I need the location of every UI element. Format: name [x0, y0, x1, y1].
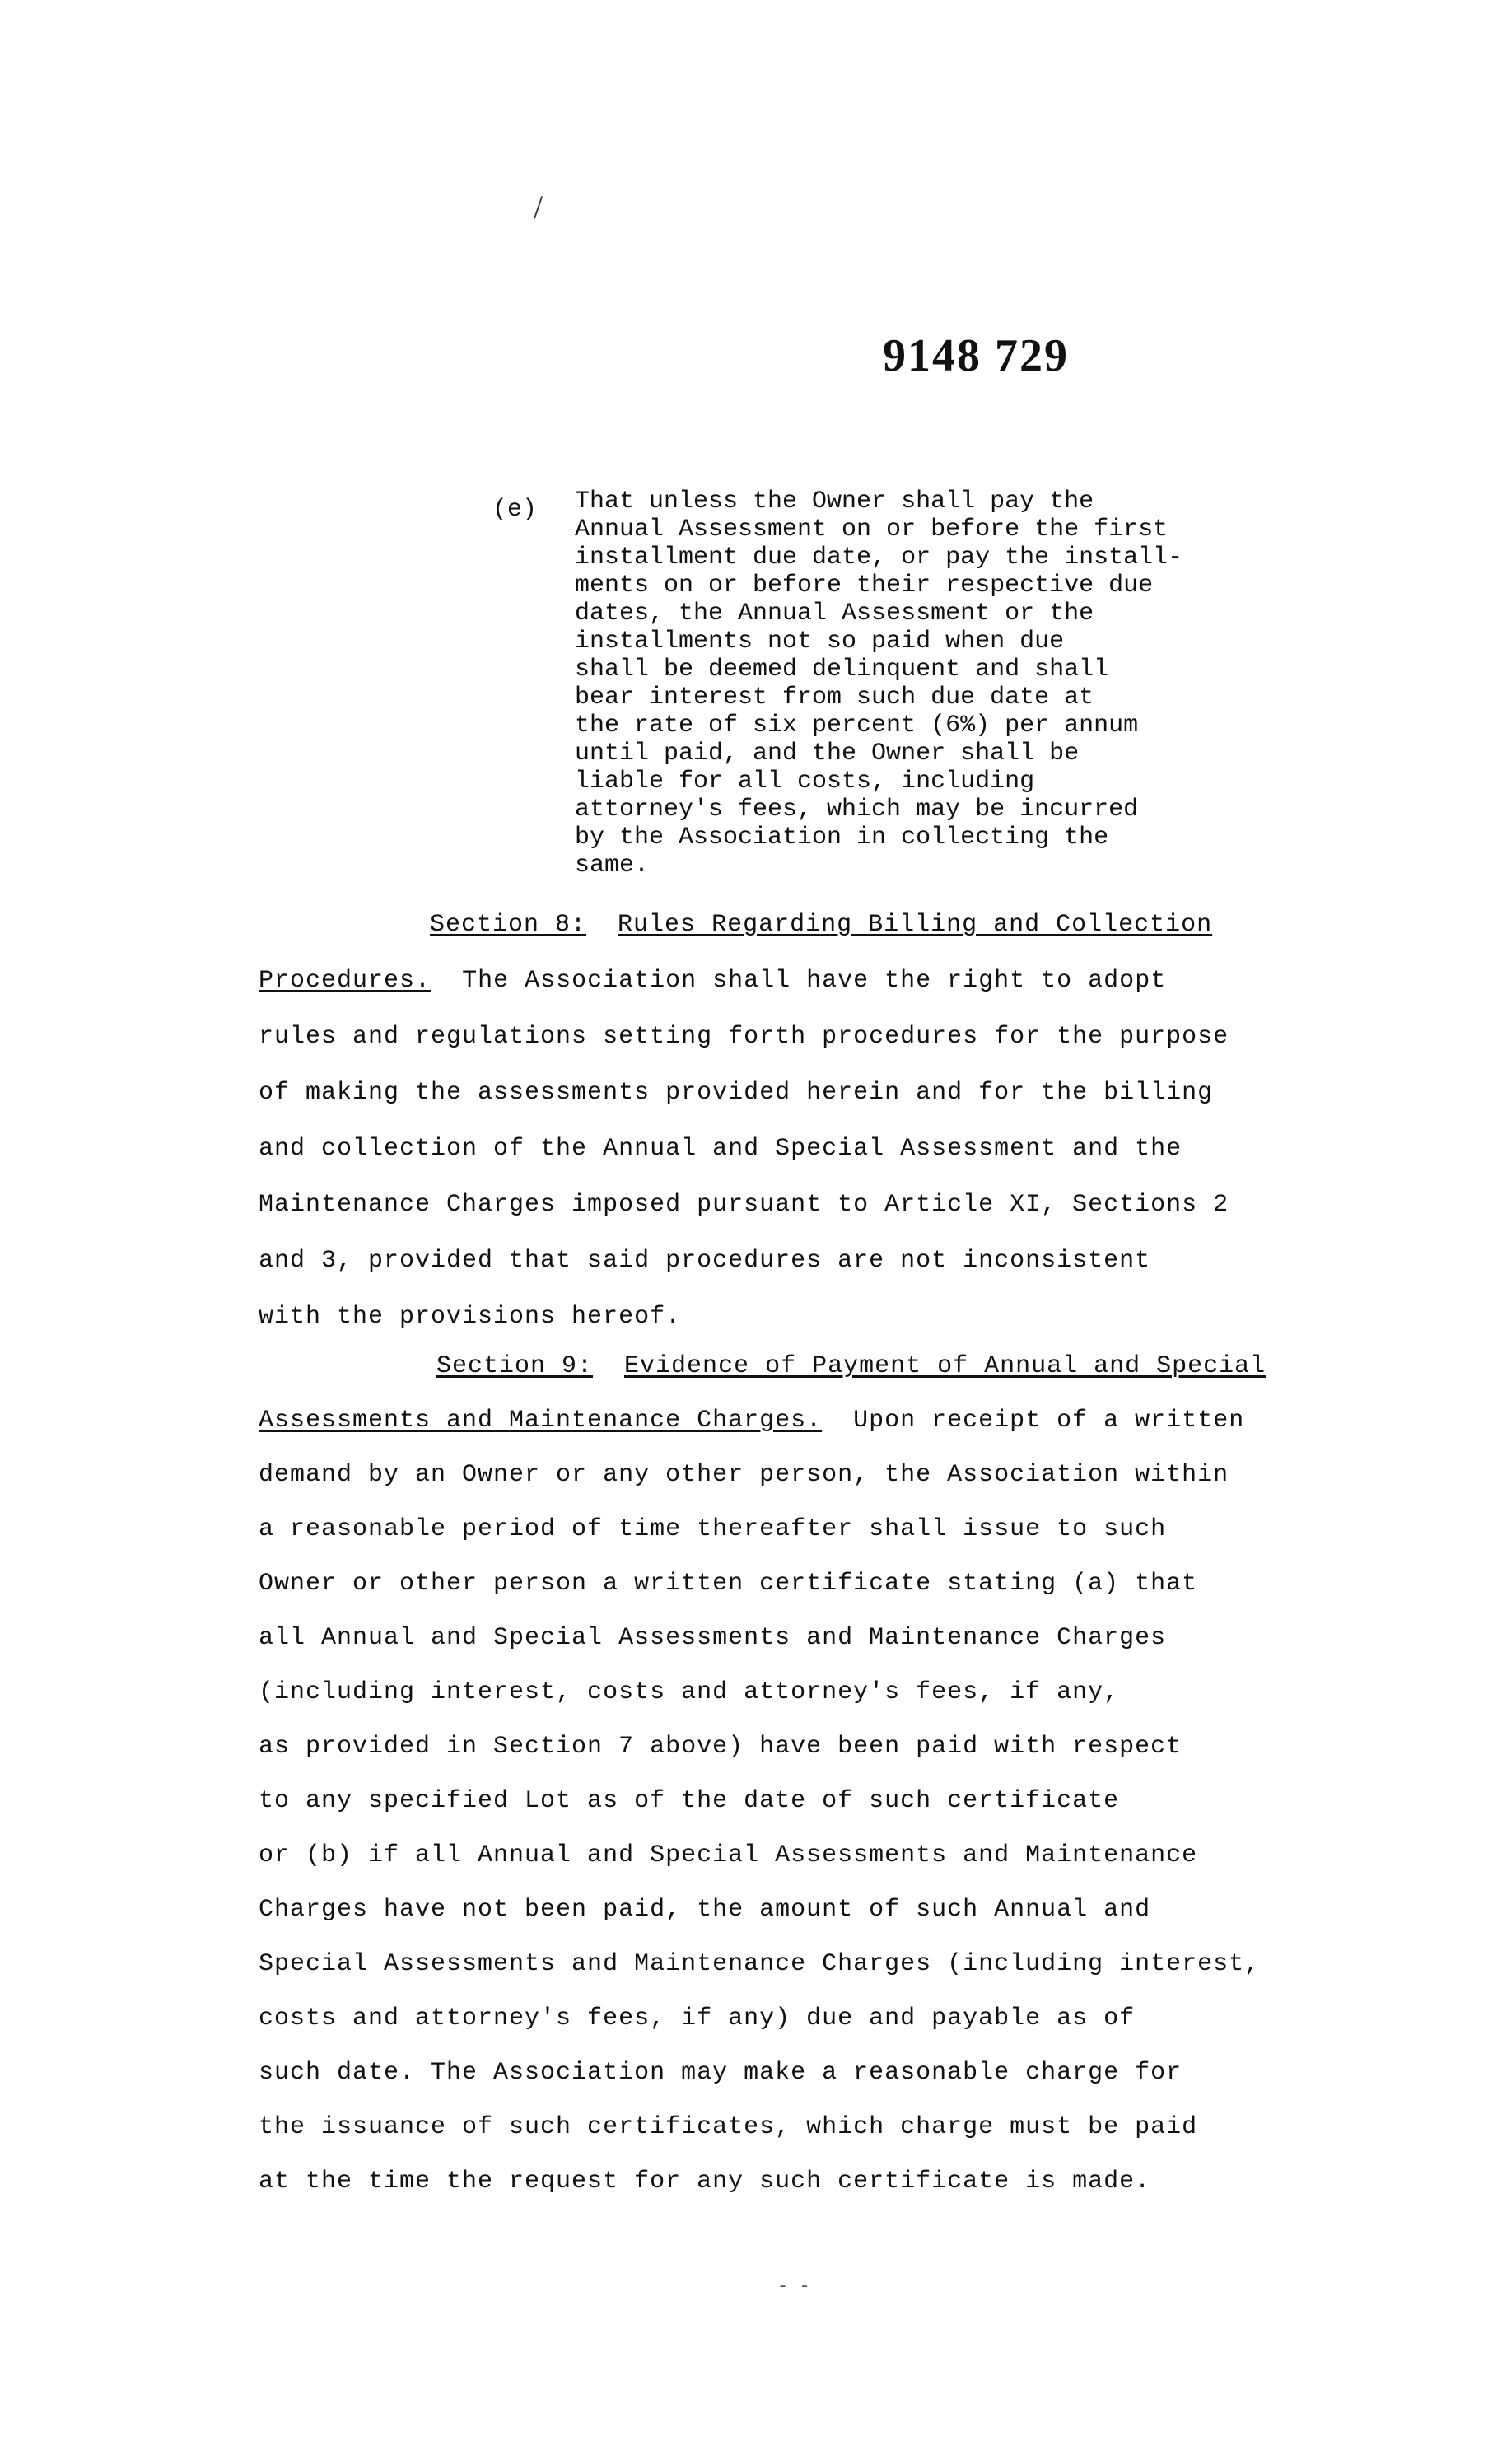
clause-e-line: installment due date, or pay the install-: [575, 544, 1183, 572]
section-8-line: and collection of the Annual and Special Assessment and the: [259, 1135, 1182, 1163]
section-9-line: or (b) if all Annual and Special Assessments and Maintenance: [259, 1841, 1198, 1869]
section-8-line: with the provisions hereof.: [259, 1303, 682, 1331]
clause-e-label: (e): [492, 496, 538, 524]
clause-e-line: dates, the Annual Assessment or the: [575, 600, 1094, 628]
clause-e-line: That unless the Owner shall pay the: [575, 488, 1094, 516]
section-8-line: and 3, provided that said procedures are not inconsistent: [259, 1247, 1151, 1275]
section-9-line: Special Assessments and Maintenance Charges (including interest,: [259, 1950, 1261, 1978]
document-number: 9148 729: [883, 330, 1069, 381]
section-9-line: Owner or other person a written certificate stating (a) that: [259, 1570, 1198, 1598]
section-8-line: The Association shall have the right to adopt: [462, 967, 1167, 995]
section-9-number: Section 9:: [436, 1352, 594, 1380]
section-8-line: rules and regulations setting forth procedures for the purpose: [259, 1023, 1229, 1051]
clause-e-line: installments not so paid when due: [575, 628, 1065, 656]
section-8-line: of making the assessments provided herein and for the billing: [259, 1079, 1214, 1107]
clause-e-line: ments on or before their respective due: [575, 572, 1154, 600]
section-9-title: Evidence of Payment of Annual and Special: [624, 1352, 1266, 1380]
section-9-line: (including interest, costs and attorney's fees, if any,: [259, 1678, 1120, 1706]
section-9-line: as provided in Section 7 above) have been paid with respect: [259, 1733, 1182, 1761]
clause-e-line: until paid, and the Owner shall be: [575, 740, 1080, 768]
section-8-line: Maintenance Charges imposed pursuant to Article XI, Sections 2: [259, 1191, 1229, 1219]
clause-e-line: same.: [575, 852, 650, 880]
section-8: [259, 911, 1362, 1356]
clause-e-line: attorney's fees, which may be incurred: [575, 796, 1139, 824]
section-8-title: Rules Regarding Billing and Collection: [618, 911, 1213, 939]
margin-mark: /: [534, 189, 543, 226]
section-9-line: Charges have not been paid, the amount of such Annual and: [259, 1896, 1151, 1924]
clause-e-line: liable for all costs, including: [575, 768, 1035, 796]
clause-e-line: bear interest from such due date at: [575, 684, 1094, 712]
section-9-line: such date. The Association may make a reasonable charge for: [259, 2059, 1182, 2087]
section-8-number: Section 8:: [430, 911, 587, 939]
clause-e-text: [575, 488, 1182, 880]
clause-e-line: the rate of six percent (6%) per annum: [575, 712, 1139, 740]
section-9-line: Upon receipt of a written: [853, 1407, 1245, 1435]
page-footer-mark: - -: [777, 2276, 810, 2297]
section-9-line: a reasonable period of time thereafter shall issue to such: [259, 1515, 1167, 1543]
section-9-line: to any specified Lot as of the date of such certificate: [259, 1787, 1120, 1815]
section-9-line: costs and attorney's fees, if any) due and payable as of: [259, 2004, 1136, 2032]
clause-e-line: by the Association in collecting the: [575, 824, 1109, 852]
section-9-line: at the time the request for any such certificate is made.: [259, 2168, 1151, 2196]
section-9-line: the issuance of such certificates, which charge must be paid: [259, 2113, 1198, 2141]
clause-e-line: Annual Assessment on or before the first: [575, 516, 1168, 544]
section-9: [259, 1352, 1362, 2225]
clause-e-line: shall be deemed delinquent and shall: [575, 656, 1109, 684]
section-8-title-cont: Procedures.: [259, 967, 431, 995]
section-9-line: demand by an Owner or any other person, the Association within: [259, 1461, 1229, 1489]
section-9-line: all Annual and Special Assessments and Maintenance Charges: [259, 1624, 1167, 1652]
section-9-title-cont: Assessments and Maintenance Charges.: [259, 1407, 823, 1435]
